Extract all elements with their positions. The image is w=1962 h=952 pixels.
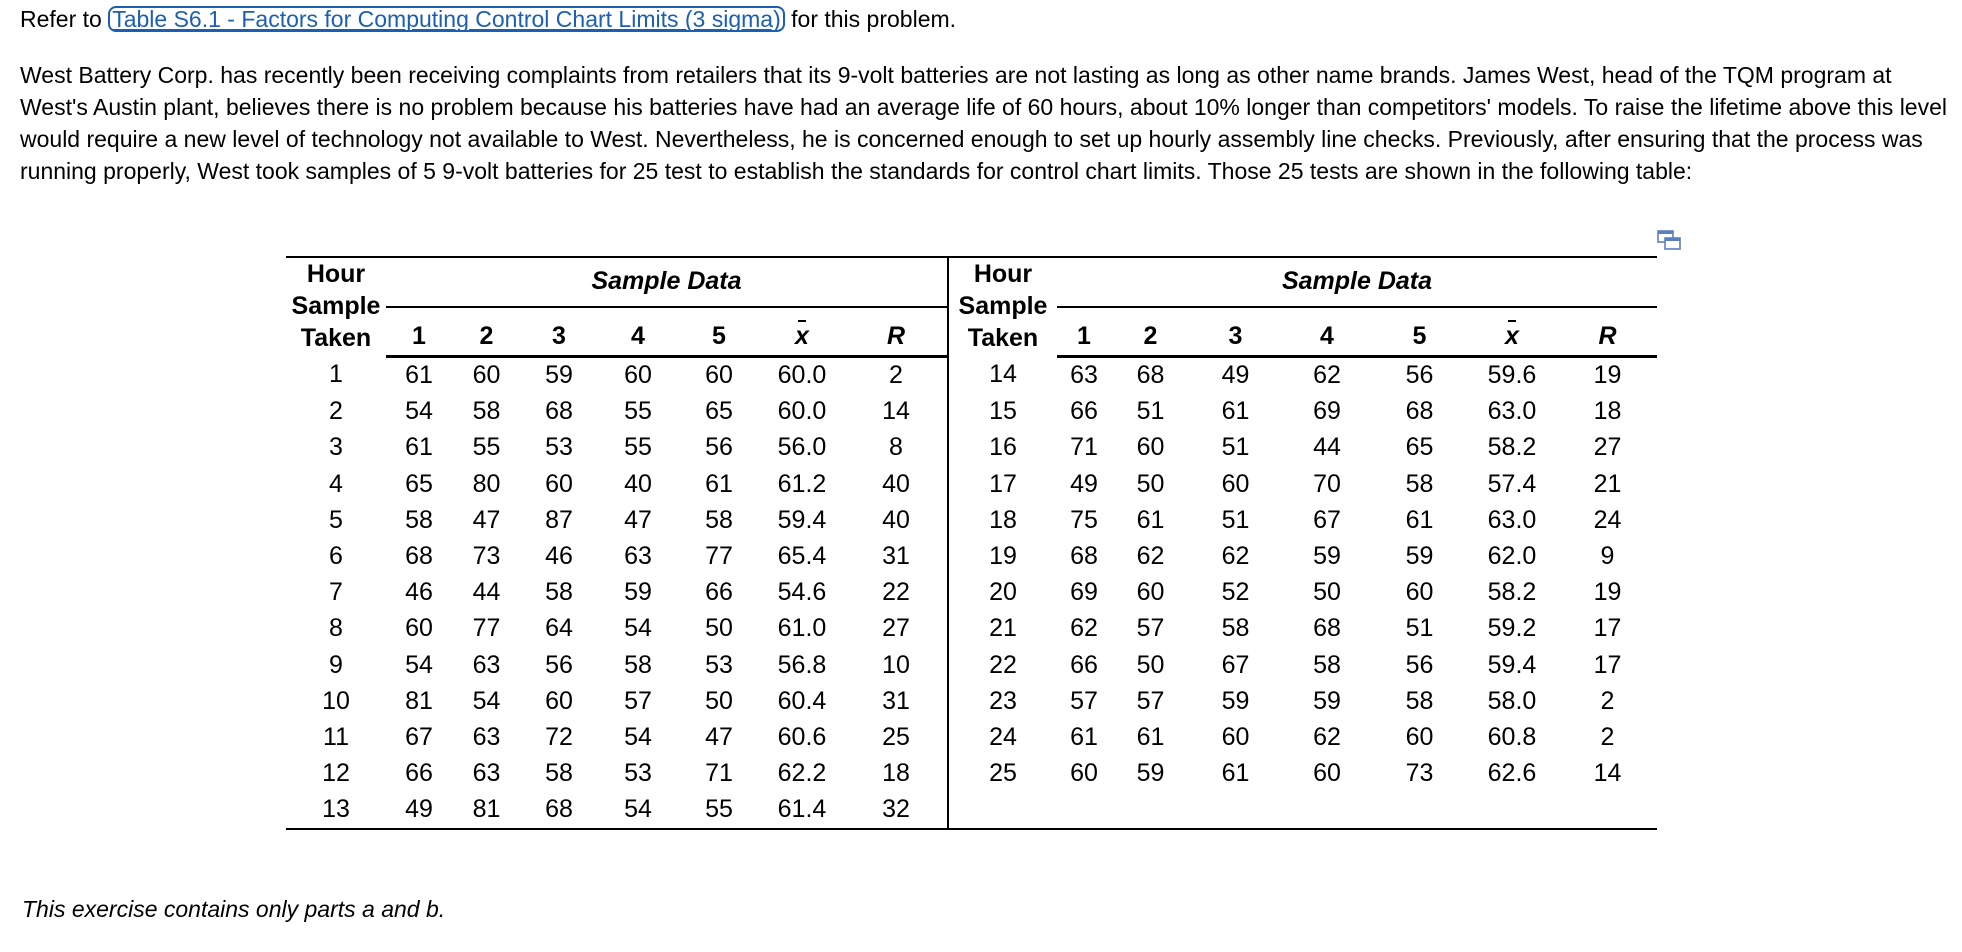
col-header-5: 5: [1373, 307, 1466, 356]
table-cell: 61.4: [759, 792, 845, 829]
table-cell: 44: [472, 578, 501, 607]
table-cell: 54: [624, 722, 652, 751]
table-cell: 59.6: [1487, 361, 1537, 390]
table-cell: 55: [679, 792, 759, 829]
table-cell: [1373, 792, 1466, 829]
col-header-3: 3: [521, 307, 597, 356]
table-cell: 50: [1136, 469, 1165, 498]
table-cell: 47: [472, 505, 501, 534]
table-cell: 14: [1593, 759, 1622, 788]
table-cell: 11: [323, 722, 349, 751]
table-cell: 61: [1221, 759, 1250, 788]
col-header-4: 4: [597, 307, 679, 356]
table-cell: 25: [882, 722, 910, 751]
col-header-4: 4: [1281, 307, 1373, 356]
table-cell: 59: [1405, 542, 1434, 571]
table-cell: 64: [545, 614, 573, 643]
table-cell: 56.8: [777, 650, 827, 679]
table-cell: 80: [472, 469, 501, 498]
hour-label-line1: Hour: [973, 260, 1033, 288]
table-cell: 62: [1136, 542, 1165, 571]
intro-line: [20, 3, 1950, 35]
col-header-1: 1: [386, 307, 452, 356]
hour-label-line3: Taken: [967, 324, 1039, 352]
table-cell: 6: [329, 542, 343, 571]
table-cell: 2: [1600, 722, 1615, 751]
table-cell: 19: [1593, 361, 1622, 390]
table-cell: 63: [472, 722, 501, 751]
table-cell: 60.4: [777, 686, 827, 715]
col-header-r: R: [845, 307, 948, 356]
table-cell: 50: [705, 614, 733, 643]
table-cell: 56: [1405, 650, 1434, 679]
table-cell: 12: [322, 759, 350, 788]
table-cell: 59: [1313, 686, 1341, 715]
table-cell: 66: [1070, 650, 1098, 679]
table-cell: 17: [1593, 614, 1622, 643]
table-cell: 18: [948, 502, 1057, 538]
table-cell: 60: [472, 361, 501, 390]
col-header-1: 1: [1057, 307, 1111, 356]
table-cell: 2: [1600, 686, 1615, 715]
table-cell: 58: [1221, 614, 1250, 643]
table-cell: 60: [624, 361, 652, 390]
table-cell: 47: [705, 722, 733, 751]
table-cell: 54: [624, 614, 652, 643]
table-cell: 55: [472, 433, 501, 462]
table-cell: 58: [405, 505, 433, 534]
table-cell: 68: [1405, 397, 1434, 426]
table-cell: 58: [472, 397, 501, 426]
table-cell: 60: [405, 614, 433, 643]
table-cell: 3: [329, 433, 343, 462]
table-cell: 69: [1313, 397, 1341, 426]
table-cell: 49: [1070, 469, 1098, 498]
table-cell: 71: [1070, 433, 1098, 462]
col-header-2: 2: [1111, 307, 1190, 356]
table-cell: 61: [1070, 722, 1098, 751]
table-row: [286, 683, 1657, 719]
table-cell: 61.2: [777, 469, 827, 498]
table-cell: 60.6: [777, 722, 827, 751]
table-cell: [1057, 792, 1111, 829]
table-cell: 61: [1405, 505, 1434, 534]
popout-window-icon[interactable]: [1657, 229, 1681, 251]
table-cell: 57: [1136, 686, 1165, 715]
table-cell: [1111, 792, 1190, 829]
table-cell: 73: [472, 542, 501, 571]
table-cell: 54: [597, 792, 679, 829]
table-reference-link[interactable]: Table S6.1 - Factors for Computing Control Chart Limits (3 sigma): [108, 6, 785, 32]
table-cell: 55: [624, 397, 652, 426]
col-header-2: 2: [452, 307, 521, 356]
table-cell: 20: [948, 575, 1057, 611]
table-cell: 62.2: [777, 759, 827, 788]
table-cell: 59.4: [777, 505, 827, 534]
table-cell: 60: [1221, 469, 1250, 498]
table-cell: 61: [405, 361, 433, 390]
table-cell: 17: [948, 466, 1057, 502]
xbar-symbol: x: [795, 321, 809, 350]
col-header-xbar: [1466, 307, 1558, 356]
table-cell: 14: [882, 397, 910, 426]
table-cell: 60: [545, 686, 573, 715]
table-cell: 50: [1313, 578, 1341, 607]
table-cell: 58: [705, 505, 733, 534]
table-cell: 40: [624, 469, 652, 498]
table-cell: 21: [948, 611, 1057, 647]
table-cell: 68: [1313, 614, 1341, 643]
table-cell: 51: [1221, 433, 1250, 462]
table-cell: 62: [1070, 614, 1098, 643]
table-cell: 58: [545, 578, 573, 607]
table-cell: 2: [329, 397, 343, 426]
intro-prefix: Refer to: [20, 6, 102, 32]
col-header-3: 3: [1190, 307, 1281, 356]
problem-statement: West Battery Corp. has recently been receiving complaints from retailers that its 9-volt batteries are not lasting as long as other name brands. James West, head of the TQM program at West's Austin plant, believes there is no problem because his batteries have had an average life of 60 hours, about 10% longer than competitors' models. To raise the lifetime above this level would require a new level of technology not available to West. Nevertheless, he is concerned enough to set up hourly assembly line checks. Previously, after ensuring that the process was running properly, West took samples of 5 9-volt batteries for 25 test to establish the standards for control chart limits. Those 25 tests are shown in the following table:: [20, 62, 1947, 184]
table-cell: 8: [329, 614, 343, 643]
table-cell: 60: [545, 469, 573, 498]
table-row: [286, 647, 1657, 683]
table-cell: 60.0: [777, 361, 827, 390]
table-cell: 67: [1313, 505, 1341, 534]
table-cell: 60: [1221, 722, 1250, 751]
table-cell: 32: [845, 792, 948, 829]
table-cell: 58: [1313, 650, 1341, 679]
table-cell: 61: [1136, 722, 1165, 751]
table-cell: 8: [889, 433, 903, 462]
table-cell: 65.4: [777, 542, 827, 571]
table-row: [286, 538, 1657, 574]
table-cell: 61: [1221, 397, 1250, 426]
table-cell: 40: [882, 469, 910, 498]
table-cell: 60: [705, 361, 733, 390]
table-cell: 60.8: [1487, 722, 1537, 751]
table-cell: 73: [1405, 759, 1434, 788]
table-cell: 58.0: [1487, 686, 1537, 715]
table-row: [286, 756, 1657, 792]
table-cell: [1190, 792, 1281, 829]
table-cell: 60: [1313, 759, 1341, 788]
table-cell: 58: [624, 650, 652, 679]
table-cell: 57: [624, 686, 652, 715]
table-cell: [1558, 792, 1657, 829]
table-cell: 62.6: [1487, 759, 1537, 788]
table-cell: 13: [286, 792, 386, 829]
table-cell: 71: [705, 759, 733, 788]
table-cell: 58: [545, 759, 573, 788]
table-cell: [1281, 792, 1373, 829]
table-cell: 5: [329, 505, 343, 534]
table-cell: 19: [948, 538, 1057, 574]
sample-data-header-left: Sample Data: [386, 257, 948, 307]
table-cell: 59: [1221, 686, 1250, 715]
table-cell: 60.0: [777, 397, 827, 426]
table-cell: 67: [405, 722, 433, 751]
table-cell: 17: [1593, 650, 1622, 679]
table-cell: 56: [705, 433, 733, 462]
table-cell: 27: [1593, 433, 1622, 462]
table-row: [286, 611, 1657, 647]
table-cell: 63: [472, 759, 501, 788]
table-cell: 62: [1221, 542, 1250, 571]
table-cell: 25: [948, 756, 1057, 792]
table-cell: 63: [624, 542, 652, 571]
table-cell: 14: [948, 356, 1057, 394]
table-cell: 4: [329, 469, 343, 498]
table-cell: 49: [386, 792, 452, 829]
table-cell: 63: [472, 650, 501, 679]
table-cell: 61.0: [777, 614, 827, 643]
table-cell: 18: [882, 759, 910, 788]
table-cell: 70: [1313, 469, 1341, 498]
table-cell: 61: [1136, 505, 1165, 534]
table-cell: 54.6: [777, 578, 827, 607]
table-cell: 10: [322, 686, 350, 715]
table-row: [286, 430, 1657, 466]
table-cell: 75: [1070, 505, 1098, 534]
sample-data-header-right: Sample Data: [1057, 257, 1657, 307]
table-cell: 44: [1313, 433, 1341, 462]
table-cell: 57: [1070, 686, 1098, 715]
table-cell: 61: [405, 433, 433, 462]
table-cell: 24: [948, 719, 1057, 755]
table-cell: 59: [1313, 542, 1341, 571]
table-cell: 59: [624, 578, 652, 607]
table-cell: 22: [948, 647, 1057, 683]
table-cell: 58.2: [1487, 578, 1537, 607]
table-body: [286, 356, 1657, 829]
table-cell: 57: [1136, 614, 1165, 643]
col-header-5: 5: [679, 307, 759, 356]
table-cell: 68: [1070, 542, 1098, 571]
table-cell: 66: [405, 759, 433, 788]
xbar-symbol: x: [1505, 321, 1519, 350]
table-cell: 19: [1593, 578, 1622, 607]
table-cell: 59.2: [1487, 614, 1537, 643]
table-cell: 57.4: [1487, 469, 1537, 498]
table-cell: 61: [705, 469, 733, 498]
table-cell: 59: [1136, 759, 1165, 788]
table-cell: 50: [705, 686, 733, 715]
table-cell: 9: [329, 650, 343, 679]
table-cell: 40: [882, 505, 910, 534]
table-cell: 77: [472, 614, 501, 643]
table-cell: 51: [1221, 505, 1250, 534]
table-cell: 68: [521, 792, 597, 829]
table-cell: 55: [624, 433, 652, 462]
table-cell: 54: [472, 686, 501, 715]
table-cell: 56: [1405, 361, 1434, 390]
table-cell: 50: [1136, 650, 1165, 679]
table-cell: 47: [624, 505, 652, 534]
table-cell: 65: [705, 397, 733, 426]
hour-label-line2: Sample: [958, 292, 1048, 320]
exercise-note: This exercise contains only parts a and b.: [22, 896, 446, 922]
table-cell: 60: [1070, 759, 1098, 788]
hour-label-line3: Taken: [300, 324, 372, 352]
table-row: [286, 502, 1657, 538]
table-cell: 49: [1221, 361, 1250, 390]
table-cell: 68: [545, 397, 573, 426]
table-cell: [948, 792, 1057, 829]
table-cell: 22: [882, 578, 910, 607]
table-cell: 51: [1405, 614, 1434, 643]
intro-suffix: for this problem.: [791, 6, 957, 32]
table-cell: 68: [405, 542, 433, 571]
table-cell: 27: [882, 614, 910, 643]
table-cell: 87: [545, 505, 573, 534]
table-cell: 60: [1136, 578, 1165, 607]
table-cell: 1: [329, 360, 343, 389]
col-header-xbar: [759, 307, 845, 356]
table-cell: 60: [1405, 722, 1434, 751]
hour-sample-taken-header-right: [948, 257, 1057, 356]
table-cell: 63: [1070, 361, 1098, 390]
table-cell: 58: [1405, 469, 1434, 498]
table-cell: 54: [405, 397, 433, 426]
table-cell: 69: [1070, 578, 1098, 607]
table-cell: 66: [1070, 397, 1098, 426]
table-cell: 62.0: [1487, 542, 1537, 571]
table-cell: 53: [705, 650, 733, 679]
hour-label-line1: Hour: [306, 260, 366, 288]
table-cell: 23: [948, 683, 1057, 719]
col-header-r: R: [1558, 307, 1657, 356]
table-cell: 31: [882, 686, 910, 715]
table-cell: 18: [1593, 397, 1622, 426]
hour-label-line2: Sample: [291, 292, 381, 320]
table-cell: 52: [1221, 578, 1250, 607]
table-cell: 53: [624, 759, 652, 788]
table-cell: 46: [405, 578, 433, 607]
table-row: [286, 466, 1657, 502]
table-cell: 81: [405, 686, 433, 715]
table-row: [286, 575, 1657, 611]
table-cell: 66: [705, 578, 733, 607]
table-cell: 77: [705, 542, 733, 571]
table-cell: 63.0: [1487, 397, 1537, 426]
table-cell: 53: [545, 433, 573, 462]
table-cell: 56.0: [777, 433, 827, 462]
table-cell: 16: [948, 430, 1057, 466]
table-cell: 24: [1593, 505, 1622, 534]
table-cell: 51: [1136, 397, 1165, 426]
table-row: [286, 792, 1657, 829]
table-cell: 10: [882, 650, 910, 679]
table-cell: 60: [1136, 433, 1165, 462]
table-cell: 21: [1593, 469, 1622, 498]
table-cell: 7: [329, 578, 343, 607]
table-cell: 67: [1221, 650, 1250, 679]
table-row: [286, 356, 1657, 394]
table-cell: 46: [545, 542, 573, 571]
table-cell: 56: [545, 650, 573, 679]
table-cell: 62: [1313, 361, 1341, 390]
table-row: [286, 719, 1657, 755]
table-cell: 65: [405, 469, 433, 498]
table-cell: 63.0: [1487, 505, 1537, 534]
table-cell: [1466, 792, 1558, 829]
hour-sample-taken-header-left: [286, 257, 386, 356]
table-cell: 68: [1136, 361, 1165, 390]
table-cell: 54: [405, 650, 433, 679]
table-cell: 62: [1313, 722, 1341, 751]
table-cell: 59: [545, 361, 573, 390]
table-cell: 9: [1600, 542, 1615, 571]
table-cell: 59.4: [1487, 650, 1537, 679]
table-cell: 65: [1405, 433, 1434, 462]
table-cell: 58: [1405, 686, 1434, 715]
sample-data-table: [286, 256, 1657, 830]
table-cell: 72: [545, 722, 573, 751]
table-cell: 60: [1405, 578, 1434, 607]
table-cell: 15: [948, 394, 1057, 430]
table-row: [286, 394, 1657, 430]
table-cell: 2: [889, 361, 903, 390]
table-cell: 81: [452, 792, 521, 829]
table-cell: 58.2: [1487, 433, 1537, 462]
table-cell: 31: [882, 542, 910, 571]
